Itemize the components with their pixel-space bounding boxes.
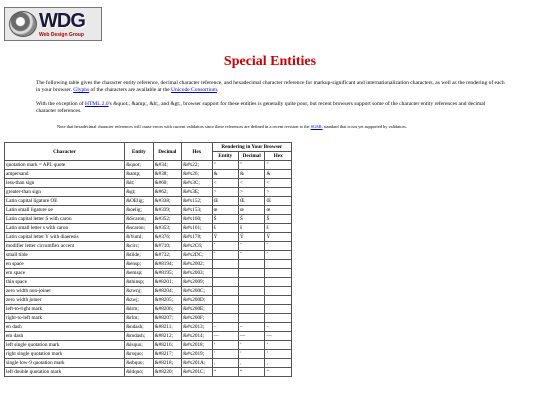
- table-row: [5, 215, 292, 224]
- cell-render-hex: ˜: [265, 251, 292, 260]
- cell-render-decimal: >: [239, 188, 265, 197]
- cell-render-decimal: ": [239, 161, 265, 170]
- logo-subtitle: Web Design Group: [39, 32, 84, 38]
- cell-render-entity: <: [212, 179, 238, 188]
- header-rendering-entity: Entity: [212, 152, 238, 161]
- cell-entity: &circ;: [125, 242, 153, 251]
- cell-entity: &gt;: [125, 188, 153, 197]
- cell-hex: &#x200F;: [182, 314, 213, 323]
- cell-decimal: &#8220;: [153, 368, 181, 377]
- cell-character: Latin small letter s with caron: [5, 224, 125, 233]
- cell-decimal: &#8205;: [153, 296, 181, 305]
- cell-decimal: &#8212;: [153, 332, 181, 341]
- cell-character: small tilde: [5, 251, 125, 260]
- cell-render-hex: œ: [265, 206, 292, 215]
- cell-entity: &zwj;: [125, 296, 153, 305]
- cell-hex: &#x201A;: [182, 359, 213, 368]
- cell-decimal: &#8195;: [153, 269, 181, 278]
- cell-decimal: &#8216;: [153, 341, 181, 350]
- cell-decimal: &#353;: [153, 224, 181, 233]
- cell-render-hex: Œ: [265, 197, 292, 206]
- table-row: [5, 341, 292, 350]
- cell-render-decimal: Ÿ: [239, 233, 265, 242]
- cell-entity: &zwnj;: [125, 287, 153, 296]
- support-text-a: With the exception of: [36, 101, 84, 107]
- cell-decimal: &#8217;: [153, 350, 181, 359]
- cell-render-entity: &: [212, 170, 238, 179]
- cell-render-entity: >: [212, 188, 238, 197]
- cell-entity: &quot;: [125, 161, 153, 170]
- cell-render-hex: Ÿ: [265, 233, 292, 242]
- cell-render-hex: š: [265, 224, 292, 233]
- note-text-b: standard that is not yet supported by validators.: [323, 124, 407, 129]
- cell-decimal: &#60;: [153, 179, 181, 188]
- cell-render-hex: ‘: [265, 341, 292, 350]
- cell-render-hex: ‚: [265, 359, 292, 368]
- cell-render-decimal: ‚: [239, 359, 265, 368]
- cell-decimal: &#338;: [153, 197, 181, 206]
- cell-render-entity: –: [212, 323, 238, 332]
- cell-entity: &lrm;: [125, 305, 153, 314]
- table-row: [5, 332, 292, 341]
- cell-character: Latin capital letter S with caron: [5, 215, 125, 224]
- logo-text: WDG: [39, 10, 85, 32]
- cell-hex: &#x201C;: [182, 368, 213, 377]
- cell-hex: &#x2019;: [182, 350, 213, 359]
- support-text-b: 's &quot;, &amp;, &lt;, and &gt;, browser support for these entities is generally quite poor, but recent browsers support some of the character entity references and decimal character references.: [36, 101, 486, 114]
- cell-render-entity: “: [212, 368, 238, 377]
- cell-render-hex: [265, 314, 292, 323]
- glyphs-link[interactable]: Glyphs: [73, 87, 90, 93]
- cell-character: greater-than sign: [5, 188, 125, 197]
- table-row: [5, 206, 292, 215]
- cell-entity: &Yuml;: [125, 233, 153, 242]
- table-row: [5, 224, 292, 233]
- intro-text-mid: of the characters are available at the: [90, 87, 170, 93]
- cell-render-entity: [212, 305, 238, 314]
- cell-render-decimal: —: [239, 332, 265, 341]
- cell-entity: &amp;: [125, 170, 153, 179]
- cell-render-hex: –: [265, 323, 292, 332]
- table-row: [5, 278, 292, 287]
- cell-render-decimal: [239, 314, 265, 323]
- cell-hex: &#x2003;: [182, 269, 213, 278]
- cell-decimal: &#34;: [153, 161, 181, 170]
- table-row: [5, 161, 292, 170]
- cell-entity: &lsquo;: [125, 341, 153, 350]
- cell-hex: &#x2002;: [182, 260, 213, 269]
- cell-render-hex: [265, 287, 292, 296]
- cell-entity: &Scaron;: [125, 215, 153, 224]
- cell-render-decimal: –: [239, 323, 265, 332]
- cell-render-entity: [212, 260, 238, 269]
- cell-render-entity: Š: [212, 215, 238, 224]
- support-paragraph: [36, 101, 506, 115]
- cell-render-decimal: “: [239, 368, 265, 377]
- table-row: [5, 179, 292, 188]
- cell-character: en dash: [5, 323, 125, 332]
- intro-paragraph: The following table gives the character entity reference, decimal character reference, and hexadecimal character reference for markup-significant and internationalization characters, as well as the rendering of each in your browser. Glyphs of the characters are available at the Unicode Consortium.: [36, 80, 505, 93]
- cell-render-hex: “: [265, 368, 292, 377]
- table-row: [5, 287, 292, 296]
- table-row: [5, 251, 292, 260]
- cell-decimal: &#376;: [153, 233, 181, 242]
- header-rendering: Rendering in Your Browser: [212, 143, 291, 152]
- cell-render-entity: [212, 296, 238, 305]
- cell-render-decimal: Š: [239, 215, 265, 224]
- table-row: [5, 260, 292, 269]
- cell-render-decimal: ’: [239, 350, 265, 359]
- cell-character: right single quotation mark: [5, 350, 125, 359]
- table-row: [5, 305, 292, 314]
- cell-decimal: &#732;: [153, 251, 181, 260]
- cell-render-hex: <: [265, 179, 292, 188]
- cell-entity: &thinsp;: [125, 278, 153, 287]
- sgml-link[interactable]: SGML: [310, 124, 323, 129]
- cell-render-entity: —: [212, 332, 238, 341]
- cell-character: left double quotation mark: [5, 368, 125, 377]
- cell-render-decimal: <: [239, 179, 265, 188]
- cell-render-decimal: &: [239, 170, 265, 179]
- cell-hex: &#x26;: [182, 170, 213, 179]
- table-row: [5, 233, 292, 242]
- cell-character: em space: [5, 269, 125, 278]
- cell-character: Latin capital letter Y with diaeresis: [5, 233, 125, 242]
- table-row: [5, 242, 292, 251]
- cell-render-entity: [212, 278, 238, 287]
- table-row: [5, 314, 292, 323]
- cell-hex: &#x22;: [182, 161, 213, 170]
- cell-hex: &#x200D;: [182, 296, 213, 305]
- cell-render-decimal: œ: [239, 206, 265, 215]
- cell-entity: &scaron;: [125, 224, 153, 233]
- cell-character: less-than sign: [5, 179, 125, 188]
- cell-decimal: &#8207;: [153, 314, 181, 323]
- cell-hex: &#x3E;: [182, 188, 213, 197]
- cell-decimal: &#38;: [153, 170, 181, 179]
- cell-character: single low-9 quotation mark: [5, 359, 125, 368]
- cell-render-decimal: š: [239, 224, 265, 233]
- cell-entity: &ndash;: [125, 323, 153, 332]
- header-hex: Hex: [182, 143, 213, 161]
- cell-entity: &lt;: [125, 179, 153, 188]
- table-row: [5, 269, 292, 278]
- cell-render-decimal: [239, 287, 265, 296]
- cell-decimal: &#8211;: [153, 323, 181, 332]
- header-decimal: Decimal: [153, 143, 181, 161]
- cell-decimal: &#710;: [153, 242, 181, 251]
- cell-render-decimal: ‘: [239, 341, 265, 350]
- cell-render-hex: —: [265, 332, 292, 341]
- cell-render-decimal: Œ: [239, 197, 265, 206]
- cell-render-decimal: ˜: [239, 251, 265, 260]
- cell-render-entity: ˆ: [212, 242, 238, 251]
- cell-character: em dash: [5, 332, 125, 341]
- cell-render-hex: Š: [265, 215, 292, 224]
- entities-table: [4, 142, 292, 377]
- cell-character: Latin small ligature oe: [5, 206, 125, 215]
- cell-character: ampersand: [5, 170, 125, 179]
- cell-character: left-to-right mark: [5, 305, 125, 314]
- cell-render-entity: Œ: [212, 197, 238, 206]
- cell-render-hex: [265, 296, 292, 305]
- cell-hex: &#x200C;: [182, 287, 213, 296]
- cell-entity: &ldquo;: [125, 368, 153, 377]
- cell-render-decimal: [239, 296, 265, 305]
- cell-decimal: &#339;: [153, 206, 181, 215]
- cell-render-entity: [212, 269, 238, 278]
- unicode-consortium-link[interactable]: Unicode Consortium: [171, 87, 217, 93]
- cell-entity: &rsquo;: [125, 350, 153, 359]
- cell-render-hex: [265, 278, 292, 287]
- cell-hex: &#x2009;: [182, 278, 213, 287]
- html-2-link[interactable]: HTML 2.0: [84, 101, 109, 107]
- cell-entity: &tilde;: [125, 251, 153, 260]
- cell-render-entity: ’: [212, 350, 238, 359]
- cell-render-entity: š: [212, 224, 238, 233]
- cell-character: zero width non-joiner: [5, 287, 125, 296]
- cell-render-decimal: [239, 278, 265, 287]
- cell-entity: &emsp;: [125, 269, 153, 278]
- cell-render-entity: ‘: [212, 341, 238, 350]
- cell-render-entity: [212, 287, 238, 296]
- cell-hex: &#x153;: [182, 206, 213, 215]
- cell-entity: &rlm;: [125, 314, 153, 323]
- cell-hex: &#x2C6;: [182, 242, 213, 251]
- cell-decimal: &#8204;: [153, 287, 181, 296]
- cell-character: left single quotation mark: [5, 341, 125, 350]
- cell-hex: &#x200E;: [182, 305, 213, 314]
- cell-character: Latin capital ligature OE: [5, 197, 125, 206]
- cell-character: modifier letter circumflex accent: [5, 242, 125, 251]
- cell-render-hex: ˆ: [265, 242, 292, 251]
- cell-character: en space: [5, 260, 125, 269]
- table-row: [5, 359, 292, 368]
- cell-render-decimal: [239, 305, 265, 314]
- header-rendering-decimal: Decimal: [239, 152, 265, 161]
- cell-render-hex: &: [265, 170, 292, 179]
- cell-render-entity: ˜: [212, 251, 238, 260]
- header-character: Character: [5, 143, 125, 161]
- table-row: [5, 368, 292, 377]
- cell-hex: &#x2DC;: [182, 251, 213, 260]
- cell-render-hex: [265, 269, 292, 278]
- cell-character: right-to-left mark: [5, 314, 125, 323]
- note-text-a: Note that hexadecimal character references will cause errors with current validators since these references are defined in a recent revision to the: [57, 124, 310, 129]
- cell-decimal: &#8206;: [153, 305, 181, 314]
- cell-render-entity: ": [212, 161, 238, 170]
- cell-render-decimal: [239, 260, 265, 269]
- cell-decimal: &#8194;: [153, 260, 181, 269]
- cell-hex: &#x152;: [182, 197, 213, 206]
- cell-render-hex: ’: [265, 350, 292, 359]
- cell-entity: &ensp;: [125, 260, 153, 269]
- table-row: [5, 197, 292, 206]
- cell-decimal: &#8218;: [153, 359, 181, 368]
- wdg-logo[interactable]: [4, 7, 102, 41]
- validator-note: [57, 124, 489, 130]
- cell-render-entity: ‚: [212, 359, 238, 368]
- cell-hex: &#x178;: [182, 233, 213, 242]
- cell-decimal: &#8201;: [153, 278, 181, 287]
- cell-render-entity: [212, 314, 238, 323]
- cell-hex: &#x2014;: [182, 332, 213, 341]
- cell-hex: &#x161;: [182, 224, 213, 233]
- intro-text: The following table gives the character entity reference, decimal character reference, and hexadecimal character reference for markup-significant and internationalization characters, as well as the rendering of each in your browser.: [36, 80, 505, 93]
- cell-entity: &sbquo;: [125, 359, 153, 368]
- cell-render-hex: >: [265, 188, 292, 197]
- header-rendering-hex: Hex: [265, 152, 292, 161]
- table-row: [5, 170, 292, 179]
- page-title: Special Entities: [223, 54, 317, 69]
- cell-character: zero width joiner: [5, 296, 125, 305]
- cell-hex: &#x3C;: [182, 179, 213, 188]
- cell-decimal: &#62;: [153, 188, 181, 197]
- cell-hex: &#x2018;: [182, 341, 213, 350]
- cell-render-hex: ": [265, 161, 292, 170]
- table-row: [5, 323, 292, 332]
- cell-render-entity: Ÿ: [212, 233, 238, 242]
- wdg-globe-logo-icon: [9, 11, 37, 37]
- cell-entity: &mdash;: [125, 332, 153, 341]
- cell-render-decimal: [239, 269, 265, 278]
- cell-entity: &oelig;: [125, 206, 153, 215]
- cell-character: thin space: [5, 278, 125, 287]
- cell-hex: &#x2013;: [182, 323, 213, 332]
- table-row: [5, 296, 292, 305]
- table-row: [5, 350, 292, 359]
- cell-render-hex: [265, 260, 292, 269]
- cell-decimal: &#352;: [153, 215, 181, 224]
- cell-render-decimal: ˆ: [239, 242, 265, 251]
- cell-character: quotation mark = APL quote: [5, 161, 125, 170]
- cell-entity: &OElig;: [125, 197, 153, 206]
- header-entity: Entity: [125, 143, 153, 161]
- cell-hex: &#x160;: [182, 215, 213, 224]
- cell-render-entity: œ: [212, 206, 238, 215]
- table-row: [5, 188, 292, 197]
- cell-render-hex: [265, 305, 292, 314]
